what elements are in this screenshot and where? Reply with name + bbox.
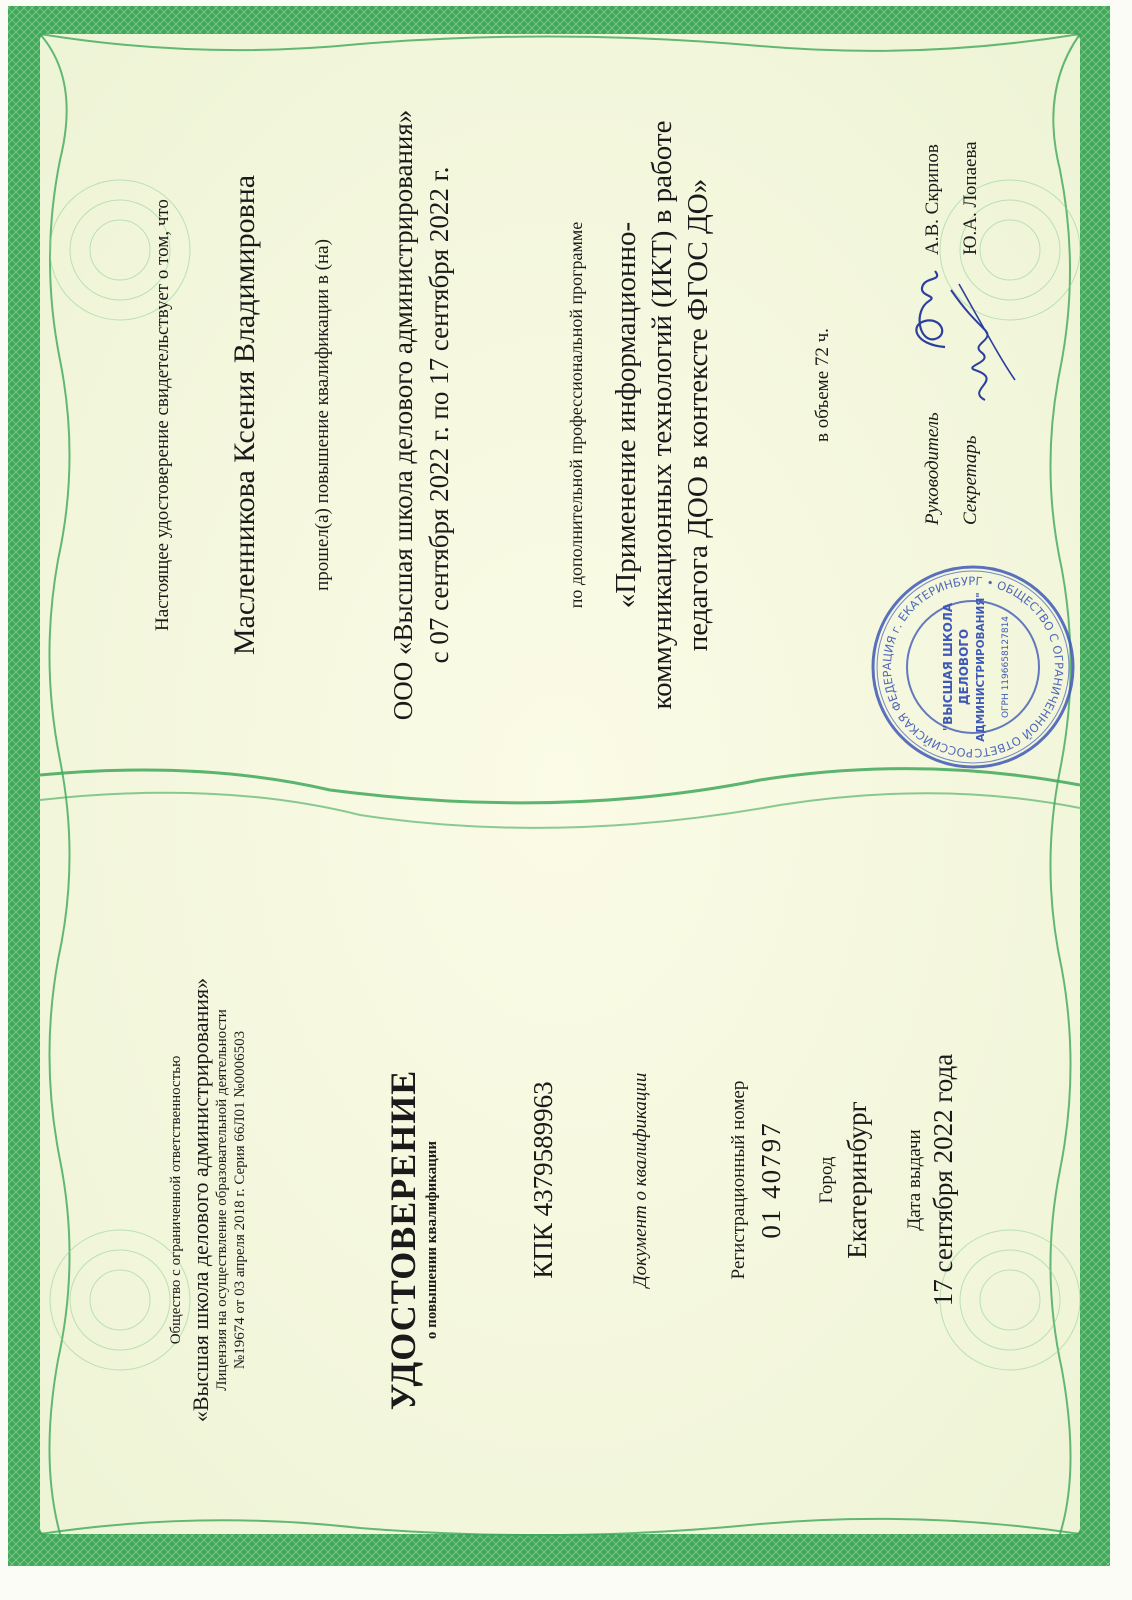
- city: Екатеринбург: [842, 1101, 872, 1259]
- recipient-name: Масленникова Ксения Владимировна: [228, 174, 261, 656]
- doc-type: Документ о квалификации: [630, 1072, 651, 1288]
- program-line-2: коммуникационных технологий (ИКТ) в работе: [646, 120, 678, 710]
- svg-text:АДМИНИСТРИРОВАНИЯ": АДМИНИСТРИРОВАНИЯ": [975, 592, 987, 742]
- secretary-name: Ю.А. Лопаева: [960, 141, 981, 255]
- organization-name: ООО «Высшая школа делового администрирования»: [388, 109, 418, 721]
- city-label: Город: [816, 1156, 837, 1204]
- org-line-2: «Высшая школа делового администрирования»: [188, 977, 213, 1423]
- cert-number: КПК 4379589963: [528, 1081, 558, 1279]
- svg-text:"ВЫСШАЯ ШКОЛА: "ВЫСШАЯ ШКОЛА: [941, 602, 955, 732]
- program-label: по дополнительной профессиональной программе: [566, 221, 586, 609]
- stamp-seal-icon: [868, 562, 1078, 772]
- secretary-signature: [945, 280, 1025, 410]
- head-label: Руководитель: [922, 412, 943, 525]
- reg-number: 01 40797: [756, 1121, 786, 1239]
- intro-text: Настоящее удостоверение свидетельствует о том, что: [152, 199, 173, 631]
- svg-text:ОГРН 1196658127814: ОГРН 1196658127814: [1001, 615, 1011, 719]
- doc-title: УДОСТОВЕРЕНИЕ: [383, 1069, 423, 1411]
- secretary-label: Секретарь: [960, 435, 981, 525]
- official-stamp: [868, 562, 1078, 772]
- passed-text: прошел(а) повышение квалификации в (на): [312, 239, 333, 591]
- date-label: Дата выдачи: [904, 1129, 925, 1231]
- training-period: с 07 сентября 2022 г. по 17 сентября 2022 г.: [424, 166, 454, 664]
- doc-subtitle: о повышении квалификации: [424, 1140, 440, 1340]
- signature-icon: [945, 280, 1025, 410]
- reg-label: Регистрационный номер: [728, 1080, 749, 1280]
- license-line-1: Лицензия на осуществление образовательной деятельности: [214, 1009, 230, 1391]
- volume-hours: в объеме 72 ч.: [812, 328, 833, 442]
- head-name: А.В. Скрипов: [922, 144, 943, 255]
- issue-date: 17 сентября 2022 года: [928, 1053, 958, 1307]
- svg-text:ДЕЛОВОГО: ДЕЛОВОГО: [957, 628, 971, 706]
- stamp-ring-text: РОССИЙСКАЯ ФЕДЕРАЦИЯ г. ЕКАТЕРИНБУРГ • ОБЩЕСТВО С ОГРАНИЧЕННОЙ ОТВЕТС: [879, 573, 1067, 761]
- program-line-1: «Применение информационно-: [610, 221, 642, 609]
- org-line-1: Общество с ограниченной ответственностью: [168, 1055, 184, 1345]
- license-line-2: №19674 от 03 апреля 2018 г. Серия 66Л01 №0006503: [232, 1030, 248, 1370]
- program-line-3: педагога ДОО в контексте ФГОС ДО»: [682, 178, 714, 652]
